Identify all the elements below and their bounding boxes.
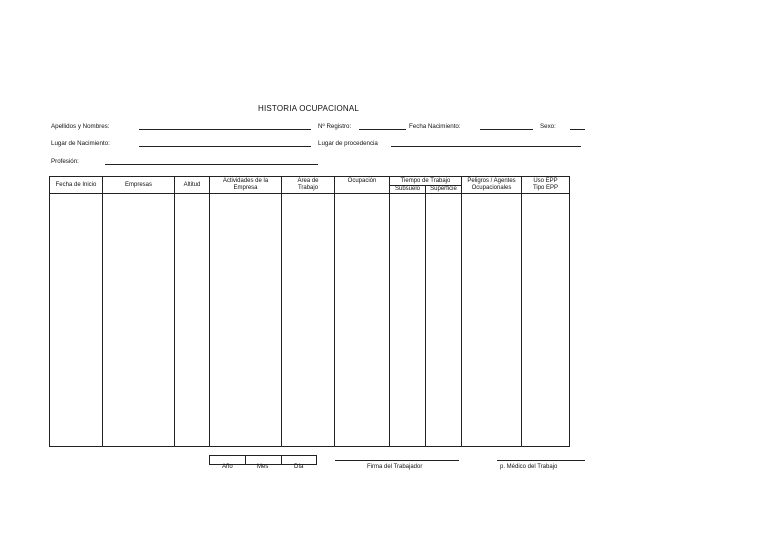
header-fecha-inicio: Fecha de Inicio bbox=[50, 177, 103, 194]
fecha-nacimiento-field[interactable] bbox=[480, 129, 533, 130]
sexo-field[interactable] bbox=[570, 129, 585, 130]
header-subsuelo: Subsuelo bbox=[390, 186, 426, 194]
anio-label: Año bbox=[222, 464, 233, 470]
header-area: Area de Trabajo bbox=[282, 177, 335, 194]
cell-altitud[interactable] bbox=[175, 194, 210, 447]
cell-ocupacion[interactable] bbox=[335, 194, 390, 447]
dia-label: Día bbox=[294, 464, 304, 470]
cell-subsuelo[interactable] bbox=[390, 194, 426, 447]
occupational-history-table bbox=[49, 176, 570, 447]
registro-label: Nº Registro: bbox=[318, 123, 352, 130]
page-title: HISTORIA OCUPACIONAL bbox=[258, 104, 360, 113]
header-peligros: Peligros / Agentes Ocupacionales bbox=[462, 177, 522, 194]
apellidos-label: Apellidos y Nombres: bbox=[51, 123, 110, 130]
cell-fecha-inicio[interactable] bbox=[50, 194, 103, 447]
cell-actividades[interactable] bbox=[210, 194, 282, 447]
cell-epp[interactable] bbox=[522, 194, 570, 447]
lugar-nacimiento-field[interactable] bbox=[139, 146, 311, 147]
header-ocupacion: Ocupación bbox=[335, 177, 390, 194]
lugar-nacimiento-label: Lugar de Nacimiento: bbox=[51, 140, 110, 147]
mes-label: Mes bbox=[257, 464, 269, 470]
cell-empresas[interactable] bbox=[103, 194, 175, 447]
cell-area[interactable] bbox=[282, 194, 335, 447]
header-superficie: Superficie bbox=[426, 186, 462, 194]
medico-firma-line[interactable] bbox=[497, 460, 585, 461]
lugar-procedencia-label: Lugar de procedencia bbox=[318, 140, 378, 147]
firma-trabajador-line[interactable] bbox=[335, 460, 459, 461]
lugar-procedencia-field[interactable] bbox=[391, 146, 581, 147]
fecha-nacimiento-label: Fecha Nacimiento: bbox=[409, 123, 461, 130]
registro-field[interactable] bbox=[359, 129, 406, 130]
cell-peligros[interactable] bbox=[462, 194, 522, 447]
header-empresas: Empresas bbox=[103, 177, 175, 194]
apellidos-field[interactable] bbox=[139, 129, 311, 130]
firma-trabajador-label: Firma del Trabajador bbox=[367, 464, 423, 470]
header-altitud: Altitud bbox=[175, 177, 210, 194]
sexo-label: Sexo: bbox=[540, 123, 556, 130]
profesion-field[interactable] bbox=[105, 164, 318, 165]
medico-label: p. Médico del Trabajo bbox=[500, 464, 558, 470]
profesion-label: Profesión: bbox=[51, 158, 79, 165]
header-actividades: Actividades de la Empresa bbox=[210, 177, 282, 194]
header-tiempo-trabajo: Tiempo de Trabajo bbox=[390, 177, 462, 186]
cell-superficie[interactable] bbox=[426, 194, 462, 447]
header-epp: Uso EPP Tipo EPP bbox=[522, 177, 570, 194]
